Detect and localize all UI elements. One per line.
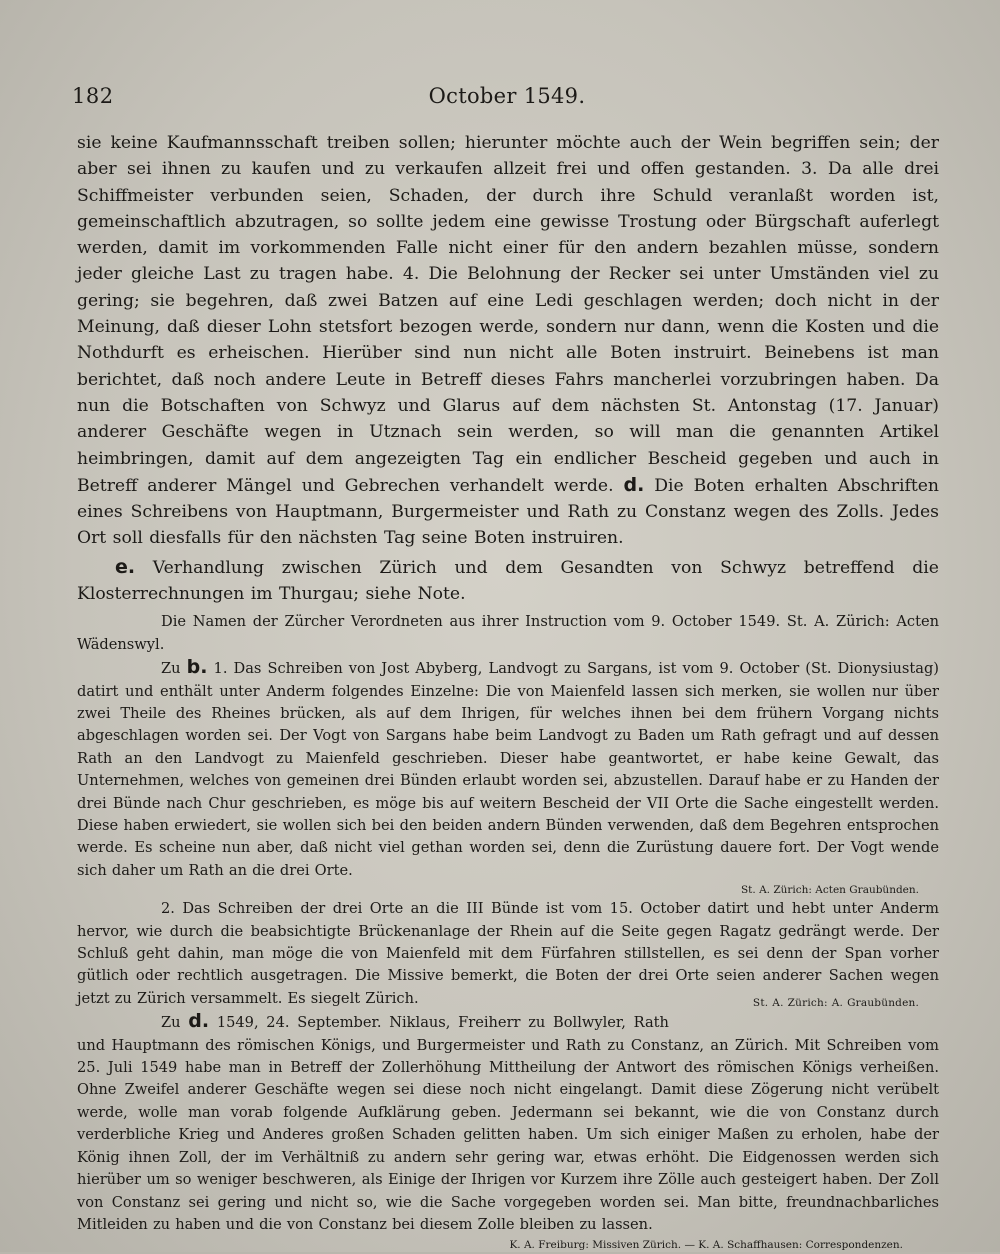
note-zu-d-text: 1549, 24. September. Niklaus, Freiherr zu Bollwyler, Rath und Hauptmann des römischen Königs, und Burgermeister und Rath zu Constanz, an Zürich. Mit Schreiben vom 25. Juli 1549 habe man in Betreff der Zollerhöhung Mittheilung der Antwort des römischen Königs verheißen. Ohne Zweifel anderer Geschäfte wegen sei diese noch nicht eingelangt. Damit diese Zögerung nicht verübelt werde, wolle man vorab folgende Aufklärung geben. Jedermann sei bekannt, wie die von Constanz durch verderbliche Krieg und Anderes großen Schaden gelitten haben. Um sich einiger Maßen zu erholen, habe der König ihnen Zoll, der im Verhältniß zu andern sehr gering war, etwas erhöht. Die Eidgenossen werden sich hierüber um so weniger beschweren, als Einige der Ihrigen vor Kurzem ihre Zölle auch gesteigert haben. Der Zoll von Constanz sei gering und nicht so, wie die Sache vorgegeben worden sei. Man bitte, freundnachbarliches Mitleiden zu haben und die von Constanz bei diesem Zolle bleiben zu lassen.: [77, 1014, 939, 1233]
note-zu-b: [77, 656, 939, 882]
note-item-2: [77, 898, 939, 1010]
note-zu-b-prefix: Zu: [161, 660, 181, 678]
note-names-text: Die Namen der Zürcher Verordneten aus ihrer Instruction vom 9. October 1549. St. A. Zürich: Acten Wädenswyl.: [77, 613, 939, 653]
source-citation-b: St. A. Zürich: Acten Graubünden.: [740, 884, 919, 897]
note-zu-d-prefix: Zu: [161, 1014, 181, 1032]
paragraph-main-text: sie keine Kaufmannsschaft treiben sollen; hierunter möchte auch der Wein begriffen sein; der aber sei ihnen zu kaufen und zu verkaufen allzeit frei und offen gestanden. 3. Da alle drei Schiffmeister verbunden seien, Schaden, der durch ihre Schuld veranlaßt worden ist, gemeinschaftlich abzutragen, so sollte jedem eine gewisse Trostung oder Bürgschaft auferlegt werden, damit im vorkommenden Falle nicht einer für den andern bezahlen müsse, sondern jeder gleiche Last zu tragen habe. 4. Die Belohnung der Recker sei unter Umständen viel zu gering; sie begehren, daß zwei Batzen auf eine Ledi geschlagen werden; doch nicht in der Meinung, daß dieser Lohn stetsfort bezogen werde, sondern nur dann, wenn die Kosten und die Nothdurft es erheischen. Hierüber sind nun nicht alle Boten instruirt. Beinebens ist man berichtet, daß noch andere Leute in Betreff dieses Fahrs mancherlei vorzubringen haben. Da nun die Botschaften von Schwyz und Glarus auf dem nächsten St. Antonstag (17. Januar) anderer Geschäfte wegen in Utznach sein werden, so will man die genannten Artikel heimbringen, damit auf dem angezeigten Tag ein endlicher Bescheid gegeben und auch in Betreff anderer Mängel und Gebrechen verhandelt werde.: [77, 133, 939, 496]
note-zu-b-text: 1. Das Schreiben von Jost Abyberg, Landvogt zu Sargans, ist vom 9. October (St. Dionysiustag) datirt und enthält unter Anderm folgendes Einzelne: Die von Maienfeld lassen sich merken, sie wollen nur über zwei Theile des Rheines brücken, als auf dem Ihrigen, für welches ihnen bei dem frühern Vorgang nichts abgeschlagen worden sei. Der Vogt von Sargans habe beim Landvogt zu Baden um Rath gefragt und auf dessen Rath an den Landvogt zu Maienfeld geschrieben. Dieser habe geantwortet, er habe keine Gewalt, das Unternehmen, welches von gemeinen drei Bünden erlaubt worden sei, abzustellen. Darauf habe er zu Handen der drei Bünde nach Chur geschrieben, es möge bis auf weitern Bescheid der VII Orte die Sache eingestellt werden. Diese haben erwiedert, sie wollen sich bei den beiden andern Bünden verwenden, daß dem Begehren entsprochen werde. Es scheine nun aber, daß nicht viel gethan worden sei, denn die Zurüstung dauere fort. Der Vogt wende sich daher um Rath an die drei Orte.: [77, 660, 939, 879]
source-citation-d: K. A. Freiburg: Missiven Zürich. — K. A. Schaffhausen: Correspondenzen.: [509, 1239, 903, 1252]
note-zu-d: [77, 1010, 939, 1236]
paragraph-d-text: Die Boten erhalten Abschriften eines Schreibens von Hauptmann, Burgermeister und Rath zu Constanz wegen des Zolls. Jedes Ort soll diesfalls für den nächsten Tag seine Boten instruiren.: [77, 475, 940, 549]
section-marker-e: e.: [115, 555, 136, 578]
footnotes: [77, 611, 939, 1254]
note-item-2-text: 2. Das Schreiben der drei Orte an die III Bünde ist vom 15. October datirt und hebt unter Anderm hervor, wie durch die beabsichtigte Brückenanlage der Rhein auf die Seite gegen Ragatz gedrängt werde. Der Schluß geht dahin, man möge die von Maienfeld mit dem Fürfahren stillstellen, es sei denn der Span vorher gütlich oder rechtlich ausgetragen. Die Missive bemerkt, die Boten der drei Orte seien anderer Sachen wegen jetzt zu Zürich versammelt. Es siegelt Zürich.: [77, 900, 939, 1007]
page-number: 182: [72, 84, 114, 108]
paragraph-e-text: Verhandlung zwischen Zürich und dem Gesandten von Schwyz betreffend die Klosterrechnungen im Thurgau; siehe Note.: [77, 557, 939, 605]
source-citation-2: St. A. Zürich: A. Graubünden.: [752, 996, 919, 1009]
note-names: [77, 611, 939, 656]
paragraph-e: [77, 554, 939, 608]
note-marker-b: b.: [186, 656, 208, 679]
paragraph-main: [77, 130, 939, 552]
note-marker-d: d.: [188, 1010, 210, 1033]
page-body: [77, 130, 939, 1254]
page-header: [72, 84, 942, 118]
main-text: [77, 130, 939, 607]
running-title: October 1549.: [428, 84, 586, 108]
section-marker-d: d.: [623, 473, 645, 496]
